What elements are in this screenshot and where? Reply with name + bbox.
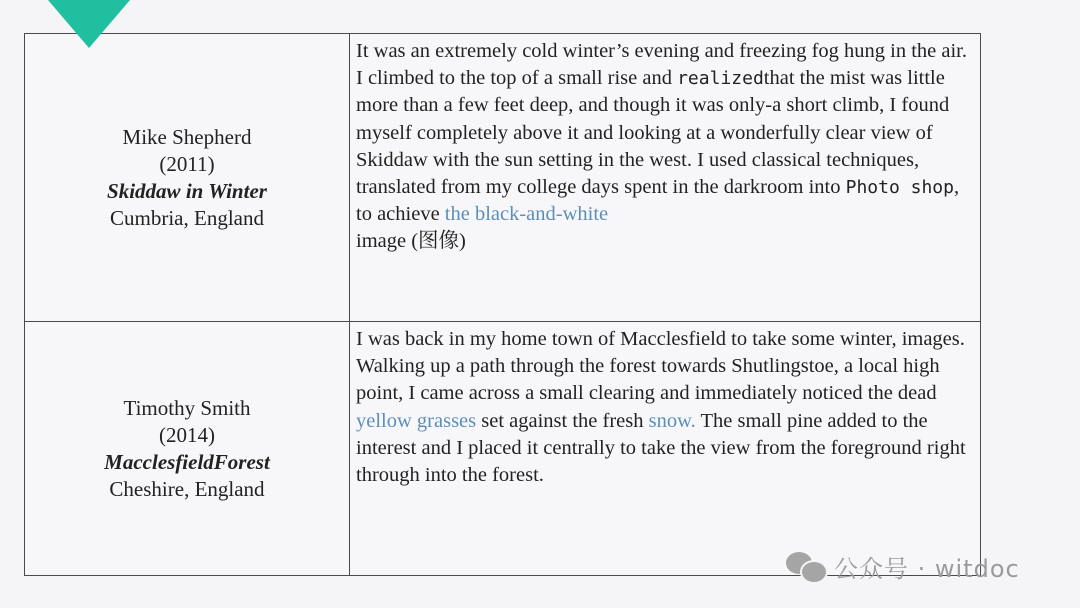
description-text: I was back in my home town of Macclesfield to take some winter, images. Walking up a path through the forest towards Shutlingstoe, a local high point, I came across a small clearing and immediately noticed the dead: [356, 328, 965, 405]
description-highlight: yellow grasses: [356, 409, 477, 432]
description-highlight: snow.: [648, 409, 696, 432]
watermark-text: 公众号 · witdoc: [834, 554, 1020, 583]
photo-entries-table: [24, 33, 981, 576]
wechat-icon: [784, 548, 828, 584]
photo-year: (2014): [159, 422, 215, 447]
photographer-name: Mike Shepherd: [122, 124, 252, 149]
photo-description-cell: [350, 34, 981, 322]
photo-title: Skiddaw in Winter: [107, 178, 267, 203]
photo-info-cell: [25, 322, 350, 576]
description-mono-word: Photo shop: [845, 177, 954, 199]
description-text: The small pine added to the interest and I placed it centrally to take the view from the foreground right through into the forest.: [356, 409, 966, 487]
description-mono-word: realized: [677, 68, 764, 90]
description-text: , to achieve: [356, 176, 960, 226]
photo-title: MacclesfieldForest: [104, 449, 270, 474]
description-text: that the mist was little more than a few feet deep, and though it was only-a short climb, I found myself completely above it and looking at a wonderfully clear view of Skiddaw with the sun setting in the west. I used classical techniques, translated from my college days spent in the darkroom into: [356, 67, 950, 199]
description-highlight: the black-and-white: [444, 203, 609, 226]
photo-location: Cumbria, England: [110, 205, 264, 230]
photo-year: (2011): [159, 151, 215, 176]
description-text: image (图像): [356, 230, 466, 253]
table-row: [25, 34, 981, 322]
corner-triangle-decoration: [48, 0, 130, 48]
description-text: It was an extremely cold winter’s evening and freezing fog hung in the air. I climbed to the top of a small rise and: [356, 40, 968, 90]
table-row: [25, 322, 981, 576]
photo-description-cell: [350, 322, 981, 576]
description-text: set against the fresh: [476, 409, 649, 432]
photo-info-cell: [25, 34, 350, 322]
photographer-name: Timothy Smith: [123, 395, 251, 420]
photo-location: Cheshire, England: [109, 476, 265, 501]
watermark: [784, 546, 1020, 586]
